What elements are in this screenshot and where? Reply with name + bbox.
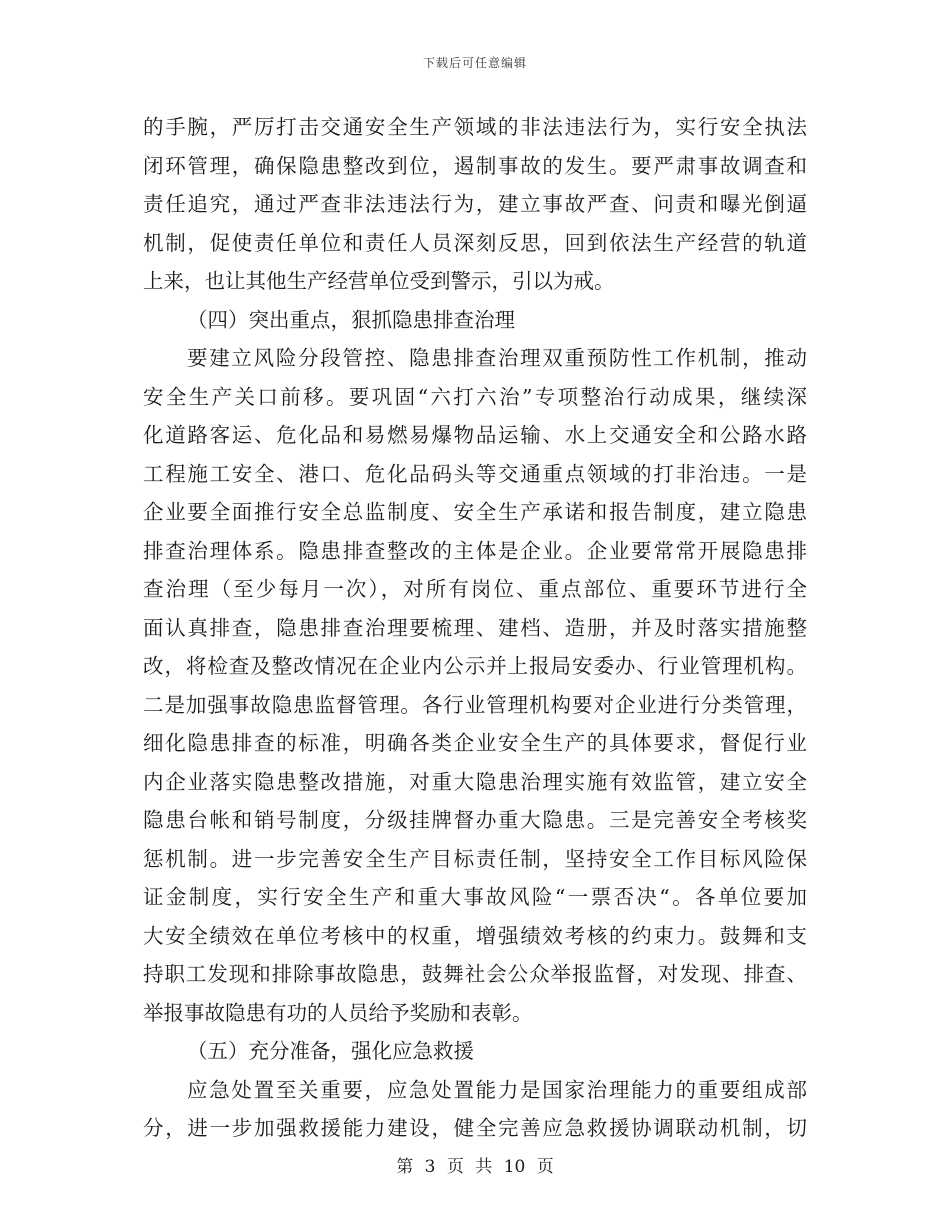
body-line: 企业要全面推行安全总监制度、安全生产承诺和报告制度，建立隐患	[143, 500, 807, 524]
body-line: 持职工发现和排除事故隐患，鼓舞社会公众举报监督，对发现、排查、	[143, 962, 807, 986]
body-line: 上来，也让其他生产经营单位受到警示，引以为戒。	[143, 269, 615, 293]
body-line: 闭环管理，确保隐患整改到位，遏制事故的发生。要严肃事故调查和	[143, 153, 807, 178]
body-line: 机制，促使责任单位和责任人员深刻反思，回到依法生产经营的轨道	[143, 230, 807, 255]
body-line: 改，将检查及整改情况在企业内公示并上报局安委办、行业管理机构。	[143, 654, 807, 678]
body-line: 惩机制。进一步完善安全生产目标责任制，坚持安全工作目标风险保	[143, 846, 807, 871]
body-line: 分，进一步加强救援能力建设，健全完善应急救援协调联动机制，切	[143, 1116, 807, 1140]
body-line: 安全生产关口前移。要巩固“六打六治”专项整治行动成果，继续深	[143, 384, 807, 409]
body-line: 大安全绩效在单位考核中的权重，增强绩效考核的约束力。鼓舞和支	[143, 923, 807, 948]
paragraph-first-line: 应急处置至关重要，应急处置能力是国家治理能力的重要组成部	[187, 1077, 807, 1102]
body-line: 细化隐患排查的标准，明确各类企业安全生产的具体要求，督促行业	[143, 731, 807, 755]
paragraph-first-line: 要建立风险分段管控、隐患排查治理双重预防性工作机制，推动	[187, 346, 807, 370]
body-line: 的手腕，严厉打击交通安全生产领域的非法违法行为，实行安全执法	[143, 115, 807, 139]
page-number-footer: 第 3 页 共 10 页	[396, 1157, 554, 1177]
body-line: 内企业落实隐患整改措施，对重大隐患治理实施有效监管，建立安全	[143, 769, 807, 794]
body-line: 化道路客运、危化品和易燃易爆物品运输、水上交通安全和公路水路	[143, 423, 807, 447]
document-body	[143, 108, 807, 1148]
body-line: 工程施工安全、港口、危化品码头等交通重点领域的打非治违。一是	[143, 461, 807, 486]
body-line: 隐患台帐和销号制度，分级挂牌督办重大隐患。三是完善安全考核奖	[143, 808, 807, 832]
body-line: 面认真排查，隐患排查治理要梳理、建档、造册，并及时落实措施整	[143, 615, 807, 640]
section-heading: （五）充分准备，强化应急救援	[187, 1039, 474, 1063]
body-line: 二是加强事故隐患监督管理。各行业管理机构要对企业进行分类管理，	[143, 692, 807, 717]
body-line: 排查治理体系。隐患排查整改的主体是企业。企业要常常开展隐患排	[143, 538, 807, 563]
section-heading: （四）突出重点，狠抓隐患排查治理	[187, 307, 515, 332]
body-line: 举报事故隐患有功的人员给予奖励和表彰。	[143, 1000, 533, 1025]
body-line: 责任追究，通过严查非法违法行为，建立事故严查、问责和曝光倒逼	[143, 192, 807, 216]
page-header: 下载后可任意编辑	[422, 56, 527, 70]
body-line: 证金制度，实行安全生产和重大事故风险“一票否决“。各单位要加	[143, 885, 807, 909]
body-line: 查治理（至少每月一次），对所有岗位、重点部位、重要环节进行全	[143, 577, 807, 601]
